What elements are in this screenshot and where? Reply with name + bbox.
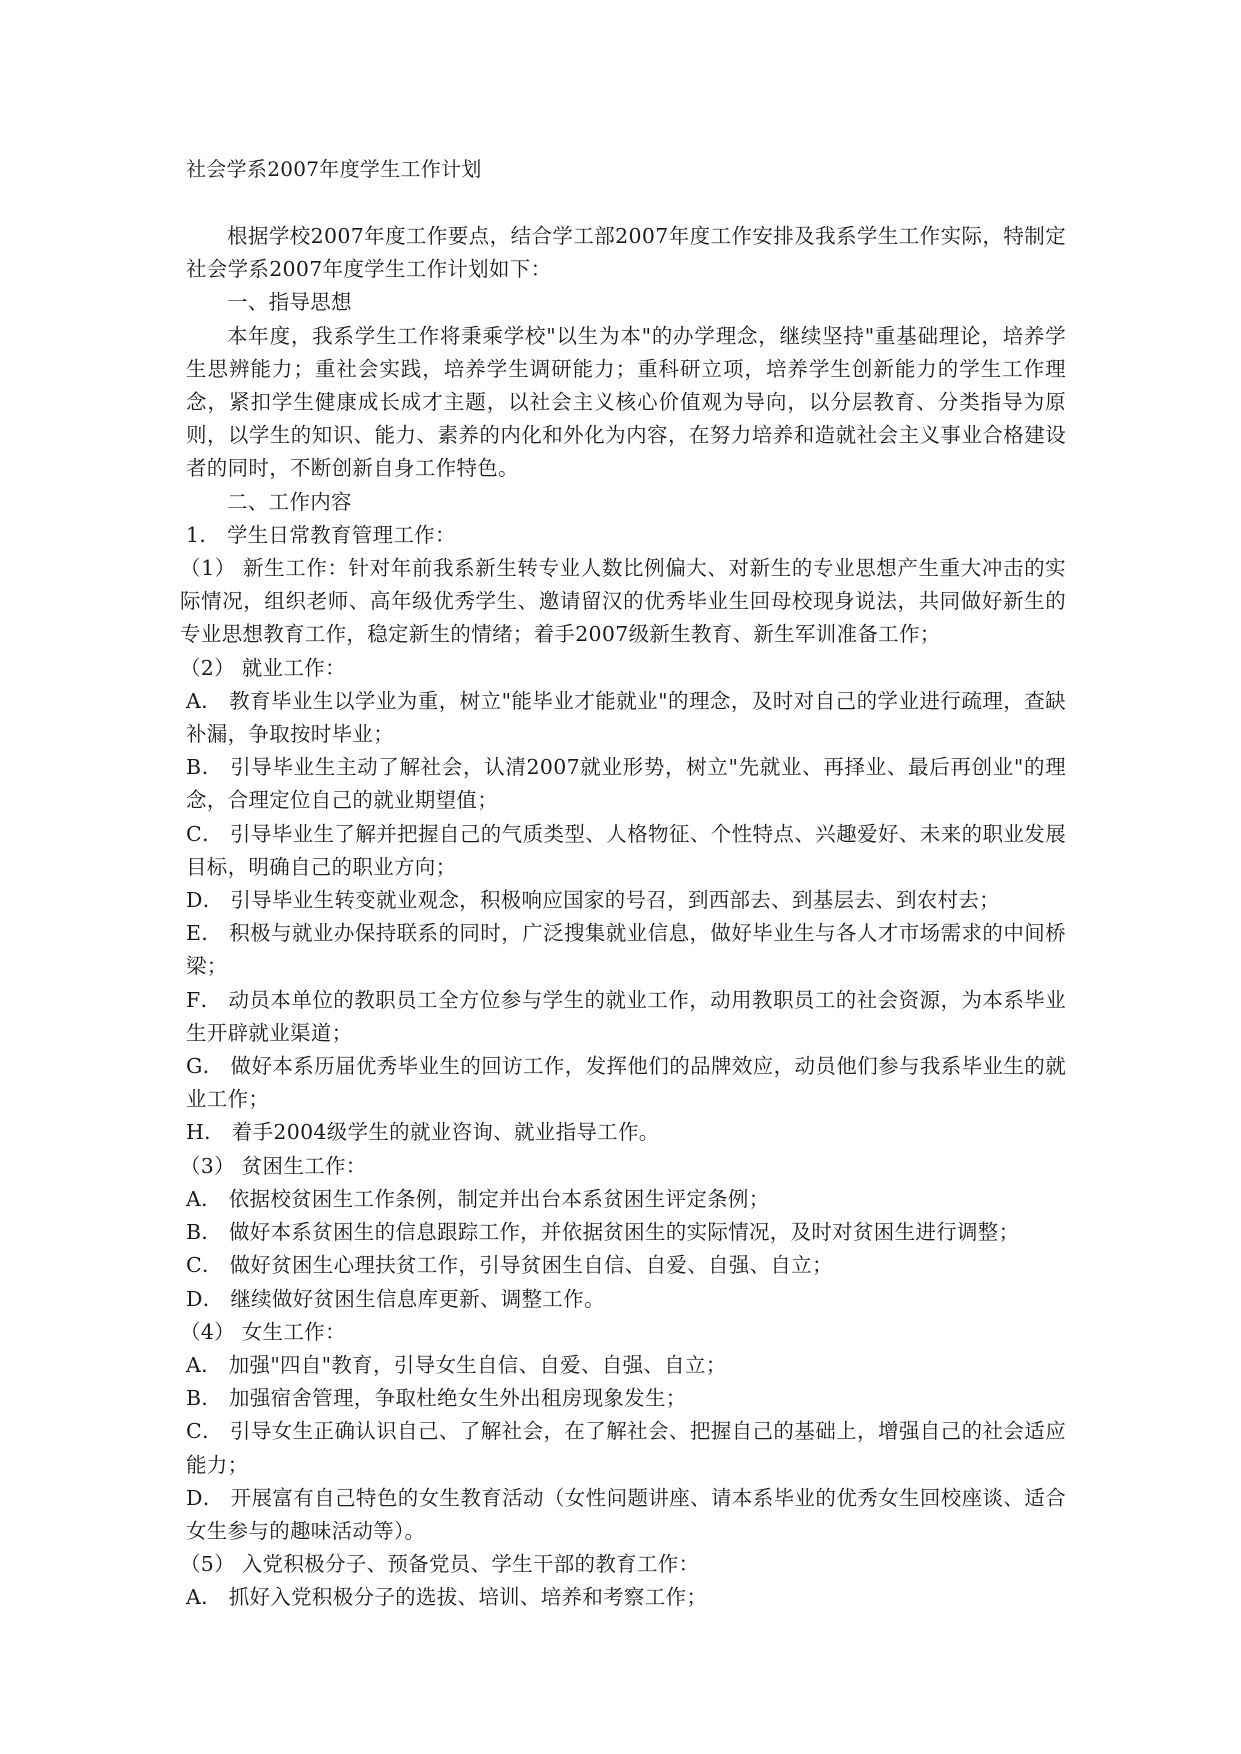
list-item-employment-c: C． 引导毕业生了解并把握自己的气质类型、人格物征、个性特点、兴趣爱好、未来的职业发展目标，明确自己的职业方向； [186,821,1066,879]
list-item-poor-a: A． 依据校贫困生工作条例，制定并出台本系贫困生评定条例； [186,1186,770,1211]
list-item-employment-g: G． 做好本系历届优秀毕业生的回访工作，发挥他们的品牌效应，动员他们参与我系毕业生的就业工作； [186,1054,1066,1112]
subheading-employment-work: （2） 就业工作： [180,655,346,680]
subheading-poor-students-work: （3） 贫困生工作： [180,1153,367,1178]
list-item-employment-e: E． 积极与就业办保持联系的同时，广泛搜集就业信息，做好毕业生与各人才市场需求的中间桥梁； [186,921,1066,979]
document-page [180,153,1066,1615]
list-item-employment-f: F． 动员本单位的教职员工全方位参与学生的就业工作，动用教职员工的社会资源，为本系毕业生开辟就业渠道； [186,987,1066,1045]
paragraph-guiding-thought: 本年度，我系学生工作将秉乘学校"以生为本"的办学理念，继续坚持"重基础理论，培养学生思辨能力；重社会实践，培养学生调研能力；重科研立项，培养学生创新能力的学生工作理念，紧扣学生健康成长成才主题，以社会主义核心价值观为导向，以分层教育、分类指导为原则，以学生的知识、能力、素养的内化和外化为内容，在努力培养和造就社会主义事业合格建设者的同时，不断创新自身工作特色。 [186,323,1066,481]
section-heading-work-content: 二、工作内容 [227,489,352,514]
list-item-employment-d: D． 引导毕业生转变就业观念，积极响应国家的号召，到西部去、到基层去、到农村去； [186,888,1000,913]
list-item-employment-b: B． 引导毕业生主动了解社会，认清2007就业形势，树立"先就业、再择业、最后再创业"的理念，合理定位自己的就业期望值； [186,755,1066,813]
list-item-female-d: D． 开展富有自己特色的女生教育活动（女性问题讲座、请本系毕业的优秀女生回校座谈、适合女生参与的趣味活动等）。 [186,1485,1066,1543]
list-item-poor-b: B． 做好本系贫困生的信息跟踪工作，并依据贫困生的实际情况，及时对贫困生进行调整； [186,1220,1020,1245]
list-item-employment-a: A． 教育毕业生以学业为重，树立"能毕业才能就业"的理念，及时对自己的学业进行疏理，查缺补漏，争取按时毕业； [186,688,1066,747]
section-heading-guiding-thought: 一、指导思想 [227,290,352,315]
subheading-party-activists-work: （5） 入党积极分子、预备党员、学生干部的教育工作： [180,1552,700,1577]
document-title: 社会学系2007年度学生工作计划 [186,157,482,181]
list-item-party-a: A． 抓好入党积极分子的选拔、培训、培养和考察工作； [186,1585,708,1610]
list-item-female-b: B． 加强宿舍管理，争取杜绝女生外出租房现象发生； [186,1386,687,1411]
list-item-employment-h: H． 着手2004级学生的就业咨询、就业指导工作。 [186,1120,660,1145]
paragraph-freshman-work: （1） 新生工作：针对年前我系新生转专业人数比例偏大、对新生的专业思想产生重大冲击的实际情况，组织老师、高年级优秀学生、邀请留汉的优秀毕业生回母校现身说法，共同做好新生的专业思想教育工作，稳定新生的情绪；着手2007级新生教育、新生军训准备工作； [180,556,1066,647]
subheading-female-students-work: （4） 女生工作： [180,1319,346,1344]
list-item-daily-management: 1． 学生日常教育管理工作： [186,522,456,547]
paragraph-intro: 根据学校2007年度工作要点，结合学工部2007年度工作安排及我系学生工作实际，特制定社会学系2007年度学生工作计划如下： [186,224,1066,282]
list-item-female-a: A． 加强"四自"教育，引导女生自信、自爱、自强、自立； [186,1352,727,1377]
list-item-female-c: C． 引导女生正确认识自己、了解社会，在了解社会、把握自己的基础上，增强自己的社会适应能力； [186,1419,1066,1477]
list-item-poor-c: C． 做好贫困生心理扶贫工作，引导贫困生自信、自爱、自强、自立； [186,1253,833,1278]
list-item-poor-d: D． 继续做好贫困生信息库更新、调整工作。 [186,1286,605,1311]
